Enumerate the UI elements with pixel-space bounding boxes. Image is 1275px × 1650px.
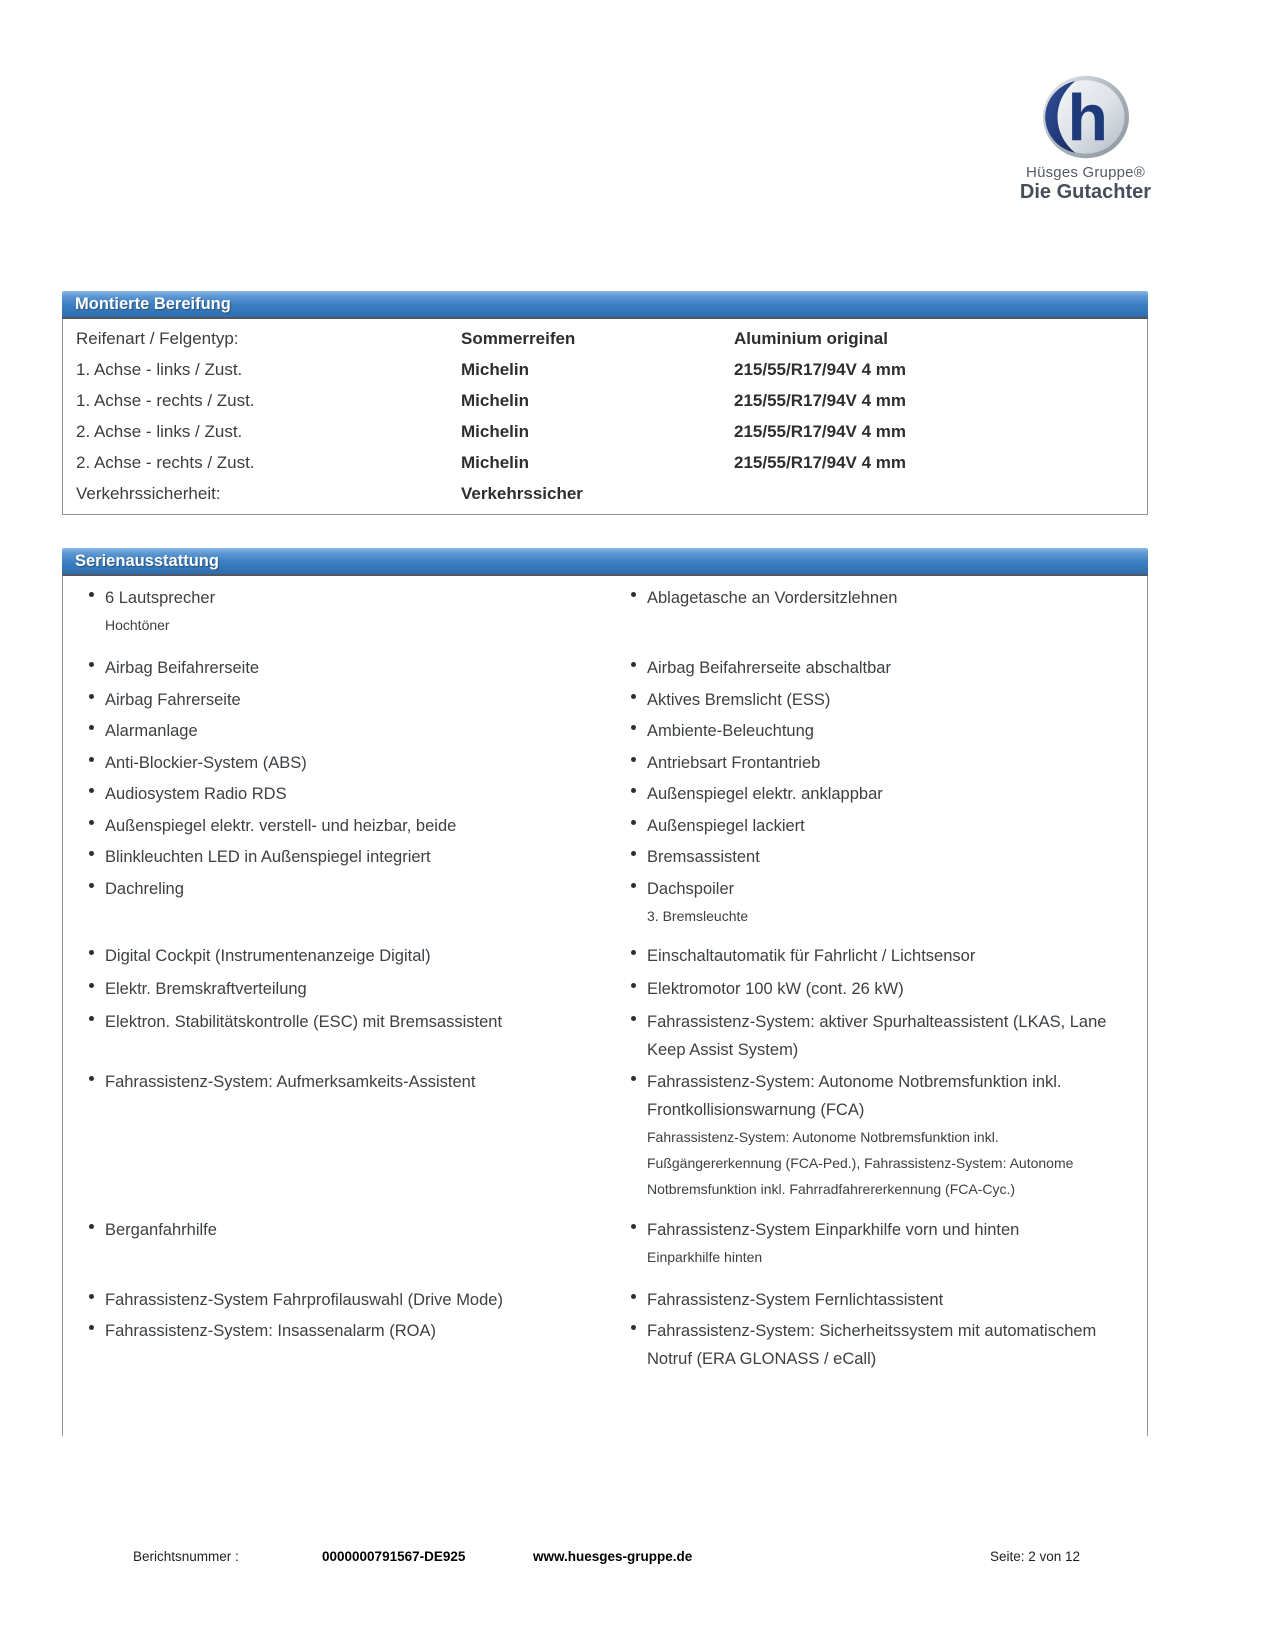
- list-item: [605, 1317, 1147, 1379]
- equipment-item-sublabel: 3. Bremsleuchte: [647, 907, 749, 924]
- page-number: Seite: 2 von 12: [990, 1549, 1081, 1564]
- company-logo: [1003, 74, 1168, 203]
- equipment-row: [63, 749, 1147, 781]
- equipment-item-label: Blinkleuchten LED in Außenspiegel integriert: [105, 848, 431, 866]
- list-item: [63, 843, 605, 875]
- list-item: [63, 1068, 605, 1216]
- equipment-row: [63, 843, 1147, 875]
- equipment-row: [63, 875, 1147, 942]
- list-item: [63, 749, 605, 781]
- table-row: [63, 385, 1147, 416]
- logo-tagline-text: Die Gutachter: [1019, 181, 1152, 203]
- page-footer: [0, 1549, 1275, 1573]
- equipment-item-label: Fahrassistenz-System Fahrprofilauswahl (Drive Mode): [105, 1290, 503, 1309]
- equipment-item-label: Airbag Beifahrerseite abschaltbar: [647, 659, 891, 677]
- bullet-icon: [631, 1076, 636, 1081]
- bullet-icon: [89, 1294, 94, 1299]
- equipment-row: [63, 1317, 1147, 1379]
- tire-brand-value: Michelin: [461, 452, 530, 472]
- tire-row-label: 1. Achse - links / Zust.: [76, 359, 243, 379]
- report-number-label: Berichtsnummer :: [133, 1549, 239, 1564]
- tire-size-value: 215/55/R17/94V 4 mm: [734, 421, 907, 441]
- bullet-icon: [89, 1076, 94, 1081]
- equipment-row: [63, 1068, 1147, 1216]
- road-safety-value: Verkehrssicher: [461, 483, 583, 503]
- bullet-icon: [631, 788, 636, 793]
- equipment-item-label: Fahrassistenz-System: Insassenalarm (ROA): [105, 1322, 437, 1340]
- bullet-icon: [89, 950, 94, 955]
- equipment-item-label: Anti-Blockier-System (ABS): [105, 753, 307, 772]
- table-row: [63, 478, 1147, 509]
- bullet-icon: [631, 725, 636, 730]
- equipment-row: [63, 942, 1147, 975]
- equipment-item-label: Aktives Bremslicht (ESS): [647, 690, 831, 709]
- list-item: [605, 875, 1147, 942]
- list-item: [605, 686, 1147, 718]
- tire-size-value: 215/55/R17/94V 4 mm: [734, 359, 907, 379]
- equipment-item-label: Fahrassistenz-System: aktiver Spurhalteassistent (LKAS, Lane Keep Assist System): [647, 1012, 1107, 1059]
- tire-row-label: Reifenart / Felgentyp:: [76, 328, 239, 348]
- svg-text:h: h: [1067, 81, 1108, 156]
- equipment-row: [63, 686, 1147, 718]
- list-item: [63, 1008, 605, 1068]
- list-item: [63, 780, 605, 812]
- list-item: [63, 717, 605, 749]
- equipment-item-label: Dachspoiler: [647, 879, 735, 898]
- equipment-item-label: Fahrassistenz-System Fernlichtassistent: [647, 1290, 944, 1309]
- list-item: [63, 1216, 605, 1286]
- tire-size-value: 215/55/R17/94V 4 mm: [734, 390, 907, 410]
- tire-size-value: 215/55/R17/94V 4 mm: [734, 452, 907, 472]
- table-row: [63, 447, 1147, 478]
- bullet-icon: [631, 1294, 636, 1299]
- website-text: www.huesges-gruppe.de: [533, 1549, 693, 1564]
- tire-row-label: 2. Achse - rechts / Zust.: [76, 452, 255, 472]
- equipment-item-sublabel: Hochtöner: [105, 617, 170, 633]
- bullet-icon: [89, 788, 94, 793]
- bullet-icon: [631, 592, 636, 597]
- bullet-icon: [89, 883, 94, 888]
- list-item: [63, 975, 605, 1008]
- tire-brand-value: Michelin: [461, 359, 530, 379]
- tire-brand-value: Michelin: [461, 421, 530, 441]
- equipment-row: [63, 584, 1147, 654]
- bullet-icon: [89, 694, 94, 699]
- equipment-item-label: Airbag Fahrerseite: [105, 690, 241, 709]
- equipment-item-label: Außenspiegel elektr. anklappbar: [647, 785, 883, 803]
- bullet-icon: [89, 1224, 94, 1229]
- report-number-value: 0000000791567-DE925: [322, 1549, 466, 1564]
- equipment-item-label: Fahrassistenz-System: Autonome Notbremsfunktion inkl. Frontkollisionswarnung (FCA): [647, 1072, 1062, 1119]
- equipment-item-label: Einschaltautomatik für Fahrlicht / Lichtsensor: [647, 946, 976, 965]
- bullet-icon: [89, 851, 94, 856]
- equipment-item-label: Ambiente-Beleuchtung: [647, 722, 814, 740]
- equipment-list: [62, 576, 1148, 1436]
- bullet-icon: [89, 820, 94, 825]
- equipment-item-label: Fahrassistenz-System: Aufmerksamkeits-Assistent: [105, 1072, 476, 1091]
- equipment-item-label: Audiosystem Radio RDS: [105, 785, 287, 803]
- list-item: [605, 843, 1147, 875]
- list-item: [63, 584, 605, 654]
- list-item: [63, 942, 605, 975]
- equipment-section-title: Serienausstattung: [62, 548, 1148, 576]
- list-item: [605, 812, 1147, 844]
- equipment-row: [63, 654, 1147, 686]
- bullet-icon: [631, 950, 636, 955]
- tire-brand-value: Michelin: [461, 390, 530, 410]
- equipment-item-label: Elektr. Bremskraftverteilung: [105, 979, 307, 998]
- table-row: [63, 416, 1147, 447]
- list-item: [605, 1068, 1147, 1216]
- equipment-item-label: Digital Cockpit (Instrumentenanzeige Digital): [105, 946, 431, 965]
- list-item: [63, 812, 605, 844]
- table-row: [63, 323, 1147, 354]
- bullet-icon: [631, 983, 636, 988]
- tires-section-title: Montierte Bereifung: [62, 291, 1148, 319]
- list-item: [63, 654, 605, 686]
- equipment-item-label: Airbag Beifahrerseite: [105, 659, 260, 677]
- bullet-icon: [89, 662, 94, 667]
- list-item: [63, 686, 605, 718]
- equipment-item-label: 6 Lautsprecher: [105, 589, 216, 607]
- equipment-row: [63, 717, 1147, 749]
- list-item: [605, 1286, 1147, 1318]
- list-item: [605, 942, 1147, 975]
- equipment-item-label: Berganfahrhilfe: [105, 1220, 217, 1239]
- logo-brand-text: Hüsges Gruppe®: [1026, 164, 1145, 181]
- bullet-icon: [89, 1016, 94, 1021]
- bullet-icon: [631, 851, 636, 856]
- list-item: [605, 1008, 1147, 1068]
- equipment-item-label: Außenspiegel lackiert: [647, 816, 805, 835]
- equipment-item-sublabel: Einparkhilfe hinten: [647, 1248, 763, 1265]
- bullet-icon: [89, 757, 94, 762]
- equipment-item-label: Dachreling: [105, 879, 184, 898]
- equipment-row: [63, 975, 1147, 1008]
- tires-table: [62, 319, 1148, 515]
- equipment-row: [63, 1008, 1147, 1068]
- list-item: [63, 875, 605, 942]
- equipment-item-label: Elektron. Stabilitätskontrolle (ESC) mit Bremsassistent: [105, 1012, 503, 1031]
- list-item: [605, 654, 1147, 686]
- tire-row-label: 2. Achse - links / Zust.: [76, 421, 243, 441]
- list-item: [605, 584, 1147, 654]
- equipment-row: [63, 1286, 1147, 1318]
- list-item: [605, 975, 1147, 1008]
- equipment-row: [63, 1216, 1147, 1286]
- bullet-icon: [89, 1325, 94, 1330]
- bullet-icon: [631, 757, 636, 762]
- equipment-item-label: Außenspiegel elektr. verstell- und heizbar, beide: [105, 816, 457, 835]
- equipment-item-label: Bremsassistent: [647, 848, 760, 866]
- bullet-icon: [631, 883, 636, 888]
- bullet-icon: [631, 1224, 636, 1229]
- equipment-item-label: Fahrassistenz-System: Sicherheitssystem mit automatischem Notruf (ERA GLONASS / eCall): [647, 1322, 1097, 1368]
- table-row: [63, 354, 1147, 385]
- bullet-icon: [89, 592, 94, 597]
- tires-section: [62, 291, 1148, 515]
- equipment-item-label: Ablagetasche an Vordersitzlehnen: [647, 589, 898, 607]
- equipment-item-label: Alarmanlage: [105, 722, 198, 740]
- equipment-row: [63, 812, 1147, 844]
- rim-type-value: Aluminium original: [734, 328, 888, 348]
- bullet-icon: [631, 1325, 636, 1330]
- tire-row-label: 1. Achse - rechts / Zust.: [76, 390, 255, 410]
- bullet-icon: [89, 983, 94, 988]
- equipment-item-sublabel: Fahrassistenz-System: Autonome Notbremsfunktion inkl. Fußgängererkennung (FCA-Ped.), Fahrassistenz-System: Autonome Notbremsfunktion inkl. Fahrradfahrererkennung (FCA-Cyc.): [647, 1128, 1074, 1197]
- bullet-icon: [631, 662, 636, 667]
- list-item: [605, 717, 1147, 749]
- tire-type-value: Sommerreifen: [461, 328, 576, 348]
- list-item: [63, 1286, 605, 1318]
- list-item: [605, 749, 1147, 781]
- equipment-row: [63, 780, 1147, 812]
- bullet-icon: [631, 820, 636, 825]
- equipment-item-label: Fahrassistenz-System Einparkhilfe vorn und hinten: [647, 1220, 1020, 1239]
- bullet-icon: [89, 725, 94, 730]
- list-item: [605, 1216, 1147, 1286]
- equipment-section: [62, 548, 1148, 1436]
- list-item: [63, 1317, 605, 1379]
- bullet-icon: [631, 694, 636, 699]
- bullet-icon: [631, 1016, 636, 1021]
- tire-row-label: Verkehrssicherheit:: [76, 483, 221, 503]
- huesges-logo-icon: [1041, 74, 1131, 160]
- equipment-item-label: Antriebsart Frontantrieb: [647, 753, 821, 772]
- equipment-item-label: Elektromotor 100 kW (cont. 26 kW): [647, 979, 904, 998]
- list-item: [605, 780, 1147, 812]
